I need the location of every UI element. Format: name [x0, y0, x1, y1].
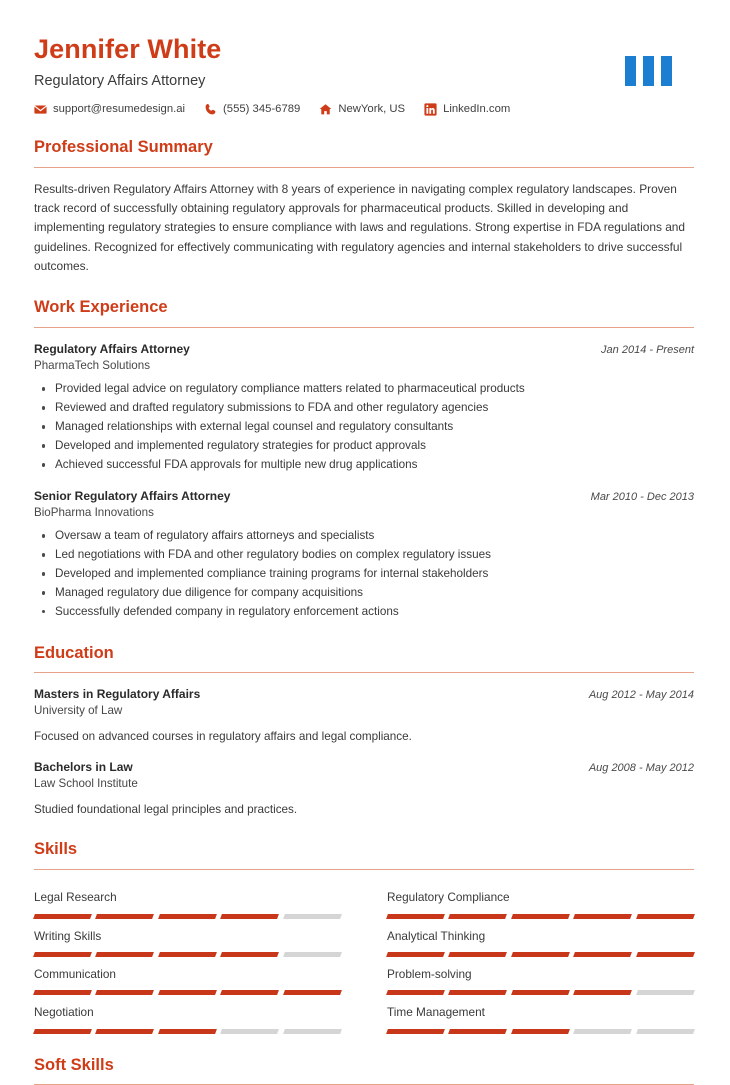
header-job-title: Regulatory Affairs Attorney: [34, 72, 206, 89]
logo-bar-2: [643, 56, 654, 86]
list-item: Oversaw a team of regulatory affairs attorneys and specialists: [34, 527, 694, 546]
section-skills: [34, 840, 694, 1033]
education-entry-title: Bachelors in Law: [34, 759, 133, 774]
education-entry-title: Masters in Regulatory Affairs: [34, 687, 201, 702]
education-entry-note: Focused on advanced courses in regulatory affairs and legal compliance.: [34, 730, 412, 744]
section-divider: [34, 327, 694, 328]
skill-level-segment: [573, 952, 632, 957]
skill-level-segment: [386, 1029, 445, 1034]
skill-level-segment: [95, 990, 154, 995]
skill-level-segment: [386, 914, 445, 919]
section-work-experience: [34, 298, 694, 621]
skill-item: [387, 957, 694, 995]
work-entry-bullets: [34, 527, 694, 622]
skill-item: [34, 880, 341, 918]
section-title-skills: Skills: [34, 840, 78, 859]
email-icon: [34, 103, 47, 116]
work-entry-company: BioPharma Innovations: [34, 505, 154, 519]
logo-three-bars: [625, 56, 672, 86]
education-entry: [34, 760, 694, 819]
skill-level-segment: [573, 990, 632, 995]
work-entry-date: Jan 2014 - Present: [601, 343, 694, 356]
skill-level-segment: [33, 1029, 92, 1034]
list-item: Reviewed and drafted regulatory submissions to FDA and other regulatory agencies: [34, 399, 694, 418]
skill-level-segment: [511, 1029, 570, 1034]
skill-level-segment: [636, 952, 695, 957]
skill-level-segment: [386, 990, 445, 995]
education-entry-date: Aug 2012 - May 2014: [588, 689, 694, 702]
skill-level-segment: [220, 990, 279, 995]
skill-level-segment: [220, 914, 279, 919]
skill-level-bar: [387, 914, 694, 919]
skill-level-segment: [33, 990, 92, 995]
phone-icon: [204, 103, 217, 116]
skill-item: [387, 919, 694, 957]
section-title-soft-skills: Soft Skills: [34, 1055, 114, 1074]
skill-level-segment: [220, 952, 279, 957]
contact-location-text: NewYork, US: [338, 103, 406, 116]
skill-name: Communication: [34, 966, 116, 981]
skill-item: [387, 995, 694, 1033]
skill-level-segment: [158, 1029, 217, 1034]
list-item: Managed relationships with external legal counsel and regulatory consultants: [34, 418, 694, 437]
skill-level-segment: [33, 952, 92, 957]
section-title-work: Work Experience: [34, 298, 168, 317]
skill-name: Regulatory Compliance: [387, 890, 510, 905]
contact-email[interactable]: [34, 103, 185, 116]
work-entry-bullets: [34, 380, 694, 475]
education-entry-head: [34, 687, 694, 701]
section-divider: [34, 869, 694, 870]
skill-level-segment: [448, 990, 507, 995]
education-entry-note: Studied foundational legal principles and practices.: [34, 802, 298, 816]
education-entry-date: Aug 2008 - May 2012: [588, 761, 694, 774]
skill-level-segment: [33, 914, 92, 919]
skill-name: Analytical Thinking: [387, 928, 486, 943]
skills-grid: [34, 880, 694, 1033]
skill-item: [34, 919, 341, 957]
section-education: [34, 644, 694, 819]
list-item: Successfully defended company in regulatory enforcement actions: [34, 603, 694, 622]
list-item: Led negotiations with FDA and other regulatory bodies on complex regulatory issues: [34, 546, 694, 565]
skill-level-segment: [511, 990, 570, 995]
list-item: Developed and implemented compliance training programs for internal stakeholders: [34, 565, 694, 584]
skill-level-segment: [448, 1029, 507, 1034]
list-item: Developed and implemented regulatory strategies for product approvals: [34, 437, 694, 456]
skill-level-segment: [636, 914, 695, 919]
list-item: Provided legal advice on regulatory compliance matters related to pharmaceutical products: [34, 380, 694, 399]
contact-row: [34, 103, 625, 116]
skill-level-segment: [511, 952, 570, 957]
page-title: Jennifer White: [34, 34, 222, 64]
work-entry-head: [34, 342, 694, 356]
education-entry-head: [34, 760, 694, 774]
contact-linkedin-text: LinkedIn.com: [443, 103, 511, 116]
contact-linkedin[interactable]: [424, 103, 510, 116]
contact-location[interactable]: [319, 103, 405, 116]
section-divider: [34, 672, 694, 673]
skill-name: Time Management: [387, 1005, 485, 1020]
work-entry-date: Mar 2010 - Dec 2013: [590, 490, 694, 503]
skill-level-segment: [573, 1029, 632, 1034]
skill-name: Writing Skills: [34, 928, 102, 943]
skill-level-segment: [158, 990, 217, 995]
skill-level-bar: [387, 1029, 694, 1034]
list-item: Achieved successful FDA approvals for multiple new drug applications: [34, 456, 694, 475]
work-entry-title: Regulatory Affairs Attorney: [34, 341, 190, 356]
list-item: Managed regulatory due diligence for company acquisitions: [34, 584, 694, 603]
section-soft-skills: [34, 1056, 694, 1085]
resume-header: [34, 34, 694, 116]
skill-level-segment: [95, 1029, 154, 1034]
skill-name: Negotiation: [34, 1005, 94, 1020]
work-entry-company: PharmaTech Solutions: [34, 358, 150, 372]
skill-level-bar: [387, 952, 694, 957]
skill-level-bar: [34, 952, 341, 957]
contact-phone-text: (555) 345-6789: [223, 103, 301, 116]
skill-item: [387, 880, 694, 918]
skill-level-segment: [95, 914, 154, 919]
skill-level-segment: [220, 1029, 279, 1034]
skill-level-segment: [636, 990, 695, 995]
education-entry-school: University of Law: [34, 704, 123, 718]
skill-level-segment: [448, 914, 507, 919]
header-identity: [34, 34, 625, 116]
skill-item: [34, 995, 341, 1033]
logo-bar-1: [625, 56, 636, 86]
skill-level-segment: [283, 990, 342, 995]
contact-email-text: support@resumedesign.ai: [53, 103, 186, 116]
skill-level-bar: [34, 1029, 341, 1034]
skill-level-bar: [34, 914, 341, 919]
section-professional-summary: [34, 138, 694, 276]
work-entry-head: [34, 489, 694, 503]
linkedin-icon: [424, 103, 437, 116]
skill-level-segment: [283, 952, 342, 957]
skill-name: Legal Research: [34, 890, 117, 905]
education-entry-school: Law School Institute: [34, 776, 138, 790]
skill-item: [34, 957, 341, 995]
skill-level-bar: [34, 990, 341, 995]
skill-level-segment: [158, 952, 217, 957]
education-entry: [34, 687, 694, 746]
skill-level-segment: [283, 1029, 342, 1034]
skill-name: Problem-solving: [387, 966, 472, 981]
home-icon: [319, 103, 332, 116]
section-title-education: Education: [34, 643, 114, 662]
summary-text: Results-driven Regulatory Affairs Attorney with 8 years of experience in navigating complex regulatory landscapes. Proven track record of successfully obtaining regulatory approvals for pharmaceutical products. Skilled in developing and implementing regulatory strategies to ensure compliance with laws and regulations. Strong expertise in FDA regulations and guidelines. Recognized for effectively communicating with regulatory agencies and internal stakeholders to drive successful outcomes.: [34, 181, 686, 273]
work-entry-title: Senior Regulatory Affairs Attorney: [34, 488, 231, 503]
skill-level-segment: [95, 952, 154, 957]
skill-level-bar: [387, 990, 694, 995]
work-entry: [34, 489, 694, 622]
skill-level-segment: [573, 914, 632, 919]
skill-level-segment: [636, 1029, 695, 1034]
skill-level-segment: [283, 914, 342, 919]
logo-bar-3: [661, 56, 672, 86]
work-entry: [34, 342, 694, 475]
skill-level-segment: [511, 914, 570, 919]
skill-level-segment: [448, 952, 507, 957]
skill-level-segment: [386, 952, 445, 957]
section-divider: [34, 167, 694, 168]
contact-phone[interactable]: [204, 103, 300, 116]
skill-level-segment: [158, 914, 217, 919]
section-title-summary: Professional Summary: [34, 137, 213, 156]
